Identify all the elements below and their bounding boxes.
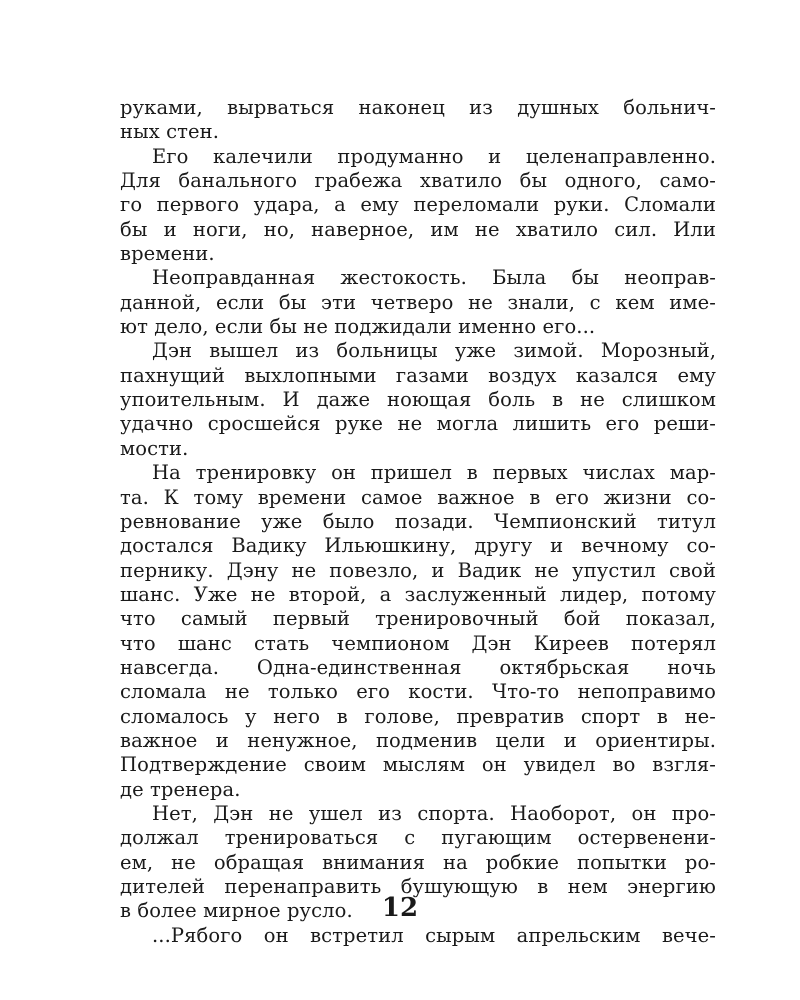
text-line: руками, вырваться наконец из душных больнич- xyxy=(120,96,716,119)
body-text xyxy=(120,96,716,948)
text-line: ревнование уже было позади. Чемпионский титул xyxy=(120,509,716,533)
text-line: времени. xyxy=(120,242,215,266)
text-line: де тренера. xyxy=(120,777,241,801)
text-line: пернику. Дэну не повезло, и Вадик не упустил свой xyxy=(120,558,716,582)
text-line: что шанс стать чемпионом Дэн Киреев потерял xyxy=(120,631,716,655)
text-line: дителей перенаправить бушующую в нем энергию xyxy=(120,875,716,898)
text-line: пахнущий выхлопными газами воздух казался ему xyxy=(120,363,716,387)
text-line: что самый первый тренировочный бой показал, xyxy=(120,607,716,631)
text-line: ...Рябого он встретил сырым апрельским вече- xyxy=(152,923,716,947)
text-line: ем, не обращая внимания на робкие попытки ро- xyxy=(120,850,716,874)
text-line: го первого удара, а ему переломали руки. Сломали xyxy=(120,193,716,217)
text-line: Для банального грабежа хватило бы одного, само- xyxy=(120,169,716,193)
text-line: достался Вадику Ильюшкину, другу и вечному со- xyxy=(120,534,716,558)
text-line: шанс. Уже не второй, а заслуженный лидер, потому xyxy=(120,582,716,606)
text-line: сломала не только его кости. Что-то непоправимо xyxy=(120,680,716,704)
text-line: сломалось у него в голове, превратив спорт в не- xyxy=(120,704,716,728)
text-line: навсегда. Одна-единственная октябрьская ночь xyxy=(120,655,716,679)
text-line: важное и ненужное, подменив цели и ориентиры. xyxy=(120,728,716,752)
text-line: Нет, Дэн не ушел из спорта. Наоборот, он про- xyxy=(152,801,716,825)
text-line: Подтверждение своим мыслям он увидел во взгля- xyxy=(120,753,716,777)
text-line: На тренировку он пришел в первых числах мар- xyxy=(152,461,716,485)
text-line: удачно сросшейся руке не могла лишить его реши- xyxy=(120,412,716,436)
text-line: Неоправданная жестокость. Была бы неоправ- xyxy=(152,266,716,290)
text-line: Его калечили продуманно и целенаправленно. xyxy=(152,144,716,168)
text-line: упоительным. И даже ноющая боль в не слишком xyxy=(120,388,716,412)
text-line: ют дело, если бы не поджидали именно его... xyxy=(120,315,596,339)
text-line: мости. xyxy=(120,436,189,460)
text-line: ных стен. xyxy=(120,120,220,144)
text-line: в более мирное русло. xyxy=(120,899,353,923)
text-line: должал тренироваться с пугающим остервенени- xyxy=(120,826,716,850)
text-line: бы и ноги, но, наверное, им не хватило сил. Или xyxy=(120,217,716,241)
text-line: Дэн вышел из больницы уже зимой. Морозный, xyxy=(152,339,716,363)
page-number: 12 xyxy=(381,893,419,923)
text-line: данной, если бы эти четверо не знали, с кем име- xyxy=(120,290,716,314)
text-line: та. К тому времени самое важное в его жизни со- xyxy=(120,485,716,509)
